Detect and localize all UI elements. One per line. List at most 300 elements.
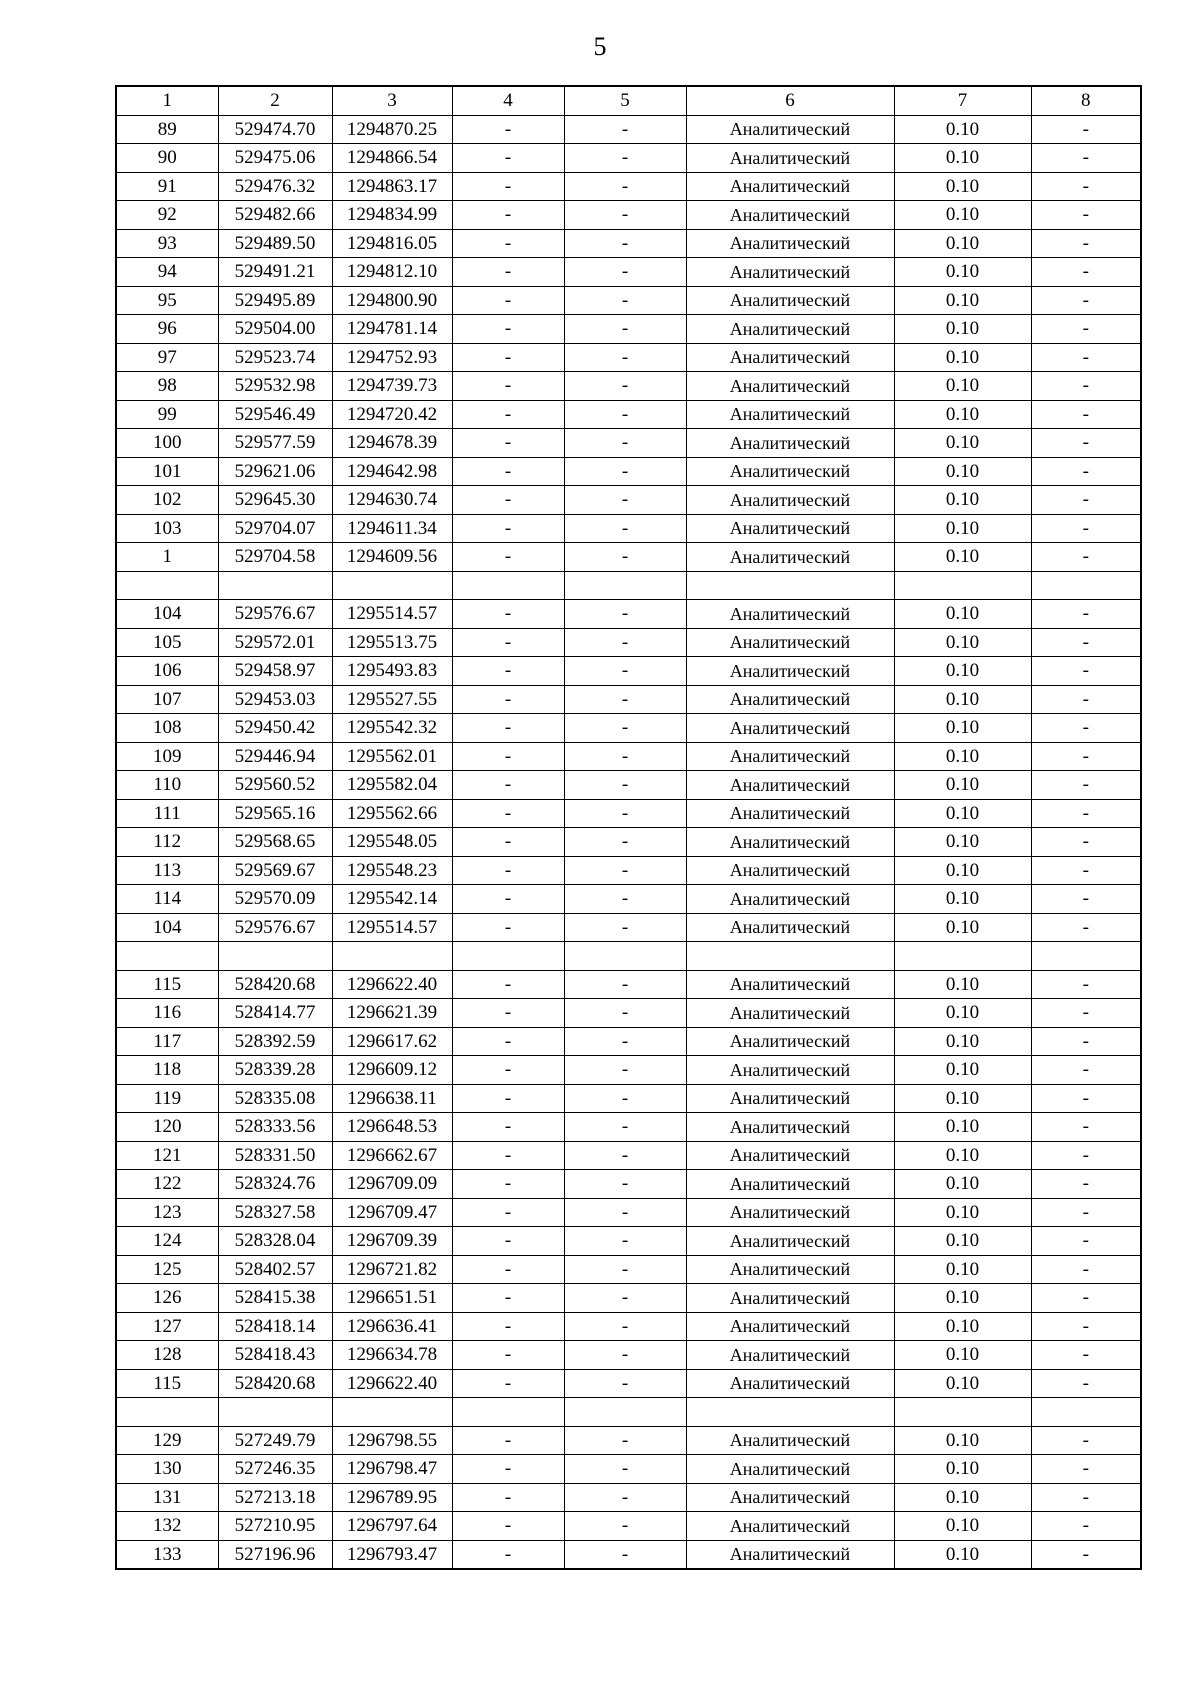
table-row bbox=[116, 1113, 1141, 1142]
column-4-cell: - bbox=[452, 1056, 564, 1085]
column-4-cell: - bbox=[452, 1455, 564, 1484]
accuracy-cell: 0.10 bbox=[894, 685, 1031, 714]
column-5-cell: - bbox=[564, 657, 686, 686]
accuracy-cell: 0.10 bbox=[894, 1084, 1031, 1113]
x-coordinate-cell: 529523.74 bbox=[218, 343, 332, 372]
column-8-cell: - bbox=[1031, 286, 1141, 315]
column-8-cell: - bbox=[1031, 1455, 1141, 1484]
method-cell: Аналитический bbox=[686, 315, 894, 344]
x-coordinate-cell: 527249.79 bbox=[218, 1426, 332, 1455]
column-5-cell: - bbox=[564, 115, 686, 144]
y-coordinate-cell: 1295513.75 bbox=[332, 628, 452, 657]
y-coordinate-cell: 1295542.32 bbox=[332, 714, 452, 743]
column-8-cell: - bbox=[1031, 1369, 1141, 1398]
column-5-cell: - bbox=[564, 1227, 686, 1256]
y-coordinate-cell: 1296638.11 bbox=[332, 1084, 452, 1113]
accuracy-cell: 0.10 bbox=[894, 1056, 1031, 1085]
table-header-row bbox=[116, 86, 1141, 115]
y-coordinate-cell: 1294863.17 bbox=[332, 172, 452, 201]
table-row bbox=[116, 628, 1141, 657]
point-number-cell: 101 bbox=[116, 457, 218, 486]
column-5-cell: - bbox=[564, 885, 686, 914]
column-header: 5 bbox=[564, 86, 686, 115]
x-coordinate-cell: 529568.65 bbox=[218, 828, 332, 857]
y-coordinate-cell bbox=[332, 571, 452, 600]
y-coordinate-cell: 1295527.55 bbox=[332, 685, 452, 714]
column-5-cell: - bbox=[564, 1341, 686, 1370]
column-8-cell: - bbox=[1031, 1141, 1141, 1170]
point-number-cell bbox=[116, 571, 218, 600]
column-4-cell: - bbox=[452, 657, 564, 686]
point-number-cell: 114 bbox=[116, 885, 218, 914]
x-coordinate-cell: 528327.58 bbox=[218, 1198, 332, 1227]
column-4-cell: - bbox=[452, 799, 564, 828]
accuracy-cell: 0.10 bbox=[894, 144, 1031, 173]
method-cell: Аналитический bbox=[686, 144, 894, 173]
column-8-cell bbox=[1031, 1398, 1141, 1427]
point-number-cell: 100 bbox=[116, 429, 218, 458]
column-8-cell: - bbox=[1031, 657, 1141, 686]
x-coordinate-cell: 528328.04 bbox=[218, 1227, 332, 1256]
column-5-cell: - bbox=[564, 201, 686, 230]
accuracy-cell: 0.10 bbox=[894, 885, 1031, 914]
method-cell: Аналитический bbox=[686, 1540, 894, 1569]
point-number-cell: 109 bbox=[116, 742, 218, 771]
method-cell: Аналитический bbox=[686, 600, 894, 629]
x-coordinate-cell: 529450.42 bbox=[218, 714, 332, 743]
method-cell: Аналитический bbox=[686, 400, 894, 429]
accuracy-cell: 0.10 bbox=[894, 1455, 1031, 1484]
column-5-cell bbox=[564, 942, 686, 971]
column-4-cell: - bbox=[452, 457, 564, 486]
point-number-cell: 112 bbox=[116, 828, 218, 857]
x-coordinate-cell: 528418.43 bbox=[218, 1341, 332, 1370]
accuracy-cell: 0.10 bbox=[894, 372, 1031, 401]
coordinates-table bbox=[115, 85, 1142, 1570]
column-4-cell: - bbox=[452, 1512, 564, 1541]
column-5-cell: - bbox=[564, 1170, 686, 1199]
method-cell: Аналитический bbox=[686, 742, 894, 771]
x-coordinate-cell: 529572.01 bbox=[218, 628, 332, 657]
accuracy-cell: 0.10 bbox=[894, 1426, 1031, 1455]
table-row bbox=[116, 714, 1141, 743]
column-5-cell: - bbox=[564, 1255, 686, 1284]
x-coordinate-cell: 529474.70 bbox=[218, 115, 332, 144]
x-coordinate-cell: 528392.59 bbox=[218, 1027, 332, 1056]
table-row bbox=[116, 172, 1141, 201]
table-row bbox=[116, 828, 1141, 857]
table-row bbox=[116, 144, 1141, 173]
accuracy-cell: 0.10 bbox=[894, 286, 1031, 315]
column-8-cell: - bbox=[1031, 372, 1141, 401]
y-coordinate-cell: 1295582.04 bbox=[332, 771, 452, 800]
x-coordinate-cell bbox=[218, 1398, 332, 1427]
table-row bbox=[116, 543, 1141, 572]
column-5-cell: - bbox=[564, 828, 686, 857]
accuracy-cell: 0.10 bbox=[894, 1540, 1031, 1569]
x-coordinate-cell: 528420.68 bbox=[218, 1369, 332, 1398]
column-8-cell bbox=[1031, 942, 1141, 971]
point-number-cell bbox=[116, 942, 218, 971]
y-coordinate-cell: 1296797.64 bbox=[332, 1512, 452, 1541]
method-cell: Аналитический bbox=[686, 486, 894, 515]
table-row bbox=[116, 1512, 1141, 1541]
method-cell: Аналитический bbox=[686, 1170, 894, 1199]
point-number-cell: 115 bbox=[116, 1369, 218, 1398]
accuracy-cell: 0.10 bbox=[894, 1512, 1031, 1541]
x-coordinate-cell: 528420.68 bbox=[218, 970, 332, 999]
y-coordinate-cell: 1294800.90 bbox=[332, 286, 452, 315]
page-number: 5 bbox=[593, 32, 607, 61]
method-cell: Аналитический bbox=[686, 970, 894, 999]
column-4-cell bbox=[452, 942, 564, 971]
accuracy-cell: 0.10 bbox=[894, 258, 1031, 287]
column-8-cell: - bbox=[1031, 457, 1141, 486]
method-cell: Аналитический bbox=[686, 1369, 894, 1398]
y-coordinate-cell: 1296651.51 bbox=[332, 1284, 452, 1313]
table-row bbox=[116, 685, 1141, 714]
point-number-cell: 91 bbox=[116, 172, 218, 201]
column-8-cell bbox=[1031, 571, 1141, 600]
column-4-cell: - bbox=[452, 1284, 564, 1313]
column-4-cell bbox=[452, 571, 564, 600]
accuracy-cell: 0.10 bbox=[894, 1312, 1031, 1341]
table-row bbox=[116, 1084, 1141, 1113]
table-row bbox=[116, 1284, 1141, 1313]
column-4-cell: - bbox=[452, 343, 564, 372]
table-row bbox=[116, 1312, 1141, 1341]
x-coordinate-cell: 528333.56 bbox=[218, 1113, 332, 1142]
point-number-cell: 89 bbox=[116, 115, 218, 144]
column-5-cell: - bbox=[564, 1113, 686, 1142]
x-coordinate-cell: 528418.14 bbox=[218, 1312, 332, 1341]
point-number-cell: 122 bbox=[116, 1170, 218, 1199]
point-number-cell: 95 bbox=[116, 286, 218, 315]
y-coordinate-cell: 1294642.98 bbox=[332, 457, 452, 486]
x-coordinate-cell: 529546.49 bbox=[218, 400, 332, 429]
x-coordinate-cell: 528414.77 bbox=[218, 999, 332, 1028]
method-cell: Аналитический bbox=[686, 1198, 894, 1227]
point-number-cell: 107 bbox=[116, 685, 218, 714]
method-cell: Аналитический bbox=[686, 1312, 894, 1341]
column-5-cell: - bbox=[564, 543, 686, 572]
x-coordinate-cell: 528335.08 bbox=[218, 1084, 332, 1113]
y-coordinate-cell: 1296798.55 bbox=[332, 1426, 452, 1455]
y-coordinate-cell bbox=[332, 1398, 452, 1427]
accuracy-cell: 0.10 bbox=[894, 115, 1031, 144]
x-coordinate-cell: 529476.32 bbox=[218, 172, 332, 201]
y-coordinate-cell: 1296709.39 bbox=[332, 1227, 452, 1256]
table-row bbox=[116, 885, 1141, 914]
accuracy-cell bbox=[894, 571, 1031, 600]
column-8-cell: - bbox=[1031, 1341, 1141, 1370]
table-row bbox=[116, 486, 1141, 515]
column-5-cell: - bbox=[564, 600, 686, 629]
x-coordinate-cell: 529495.89 bbox=[218, 286, 332, 315]
column-8-cell: - bbox=[1031, 543, 1141, 572]
column-8-cell: - bbox=[1031, 771, 1141, 800]
accuracy-cell: 0.10 bbox=[894, 628, 1031, 657]
method-cell: Аналитический bbox=[686, 1084, 894, 1113]
method-cell: Аналитический bbox=[686, 1027, 894, 1056]
y-coordinate-cell: 1296648.53 bbox=[332, 1113, 452, 1142]
y-coordinate-cell: 1296634.78 bbox=[332, 1341, 452, 1370]
table-row bbox=[116, 1227, 1141, 1256]
column-8-cell: - bbox=[1031, 1426, 1141, 1455]
accuracy-cell: 0.10 bbox=[894, 913, 1031, 942]
column-4-cell: - bbox=[452, 742, 564, 771]
table-row bbox=[116, 258, 1141, 287]
y-coordinate-cell: 1294752.93 bbox=[332, 343, 452, 372]
column-4-cell: - bbox=[452, 970, 564, 999]
column-4-cell: - bbox=[452, 429, 564, 458]
column-header: 1 bbox=[116, 86, 218, 115]
column-4-cell: - bbox=[452, 543, 564, 572]
method-cell: Аналитический bbox=[686, 429, 894, 458]
column-5-cell: - bbox=[564, 856, 686, 885]
point-number-cell: 106 bbox=[116, 657, 218, 686]
table-row bbox=[116, 1170, 1141, 1199]
column-5-cell: - bbox=[564, 429, 686, 458]
x-coordinate-cell: 529565.16 bbox=[218, 799, 332, 828]
x-coordinate-cell: 528339.28 bbox=[218, 1056, 332, 1085]
column-5-cell: - bbox=[564, 315, 686, 344]
table-row bbox=[116, 1056, 1141, 1085]
y-coordinate-cell: 1294812.10 bbox=[332, 258, 452, 287]
x-coordinate-cell: 529482.66 bbox=[218, 201, 332, 230]
accuracy-cell: 0.10 bbox=[894, 1170, 1031, 1199]
column-4-cell: - bbox=[452, 913, 564, 942]
column-8-cell: - bbox=[1031, 486, 1141, 515]
x-coordinate-cell: 529475.06 bbox=[218, 144, 332, 173]
column-5-cell: - bbox=[564, 343, 686, 372]
column-5-cell: - bbox=[564, 1027, 686, 1056]
method-cell: Аналитический bbox=[686, 999, 894, 1028]
column-4-cell: - bbox=[452, 229, 564, 258]
column-4-cell: - bbox=[452, 286, 564, 315]
y-coordinate-cell: 1296662.67 bbox=[332, 1141, 452, 1170]
x-coordinate-cell: 529489.50 bbox=[218, 229, 332, 258]
point-number-cell: 94 bbox=[116, 258, 218, 287]
method-cell: Аналитический bbox=[686, 771, 894, 800]
accuracy-cell: 0.10 bbox=[894, 856, 1031, 885]
column-5-cell: - bbox=[564, 628, 686, 657]
column-8-cell: - bbox=[1031, 1255, 1141, 1284]
column-8-cell: - bbox=[1031, 201, 1141, 230]
x-coordinate-cell: 528402.57 bbox=[218, 1255, 332, 1284]
point-number-cell: 92 bbox=[116, 201, 218, 230]
column-8-cell: - bbox=[1031, 1198, 1141, 1227]
method-cell: Аналитический bbox=[686, 115, 894, 144]
column-8-cell: - bbox=[1031, 600, 1141, 629]
column-5-cell: - bbox=[564, 400, 686, 429]
y-coordinate-cell: 1296793.47 bbox=[332, 1540, 452, 1569]
point-number-cell: 113 bbox=[116, 856, 218, 885]
method-cell: Аналитический bbox=[686, 828, 894, 857]
column-4-cell: - bbox=[452, 999, 564, 1028]
accuracy-cell: 0.10 bbox=[894, 343, 1031, 372]
column-4-cell: - bbox=[452, 1227, 564, 1256]
column-4-cell: - bbox=[452, 144, 564, 173]
column-5-cell: - bbox=[564, 999, 686, 1028]
y-coordinate-cell: 1294739.73 bbox=[332, 372, 452, 401]
column-header: 8 bbox=[1031, 86, 1141, 115]
method-cell: Аналитический bbox=[686, 685, 894, 714]
column-8-cell: - bbox=[1031, 1227, 1141, 1256]
table-row bbox=[116, 315, 1141, 344]
accuracy-cell: 0.10 bbox=[894, 1369, 1031, 1398]
y-coordinate-cell: 1295514.57 bbox=[332, 600, 452, 629]
column-8-cell: - bbox=[1031, 742, 1141, 771]
method-cell: Аналитический bbox=[686, 1426, 894, 1455]
accuracy-cell: 0.10 bbox=[894, 657, 1031, 686]
accuracy-cell: 0.10 bbox=[894, 1227, 1031, 1256]
accuracy-cell: 0.10 bbox=[894, 828, 1031, 857]
column-5-cell: - bbox=[564, 514, 686, 543]
column-8-cell: - bbox=[1031, 970, 1141, 999]
y-coordinate-cell: 1294609.56 bbox=[332, 543, 452, 572]
x-coordinate-cell: 527246.35 bbox=[218, 1455, 332, 1484]
point-number-cell: 120 bbox=[116, 1113, 218, 1142]
point-number-cell: 103 bbox=[116, 514, 218, 543]
column-8-cell: - bbox=[1031, 628, 1141, 657]
method-cell: Аналитический bbox=[686, 514, 894, 543]
column-4-cell: - bbox=[452, 1255, 564, 1284]
table-row bbox=[116, 1369, 1141, 1398]
column-header: 6 bbox=[686, 86, 894, 115]
point-number-cell: 132 bbox=[116, 1512, 218, 1541]
point-number-cell bbox=[116, 1398, 218, 1427]
point-number-cell: 110 bbox=[116, 771, 218, 800]
column-5-cell: - bbox=[564, 258, 686, 287]
table-row bbox=[116, 913, 1141, 942]
column-5-cell: - bbox=[564, 229, 686, 258]
accuracy-cell: 0.10 bbox=[894, 600, 1031, 629]
column-4-cell: - bbox=[452, 1540, 564, 1569]
column-5-cell: - bbox=[564, 799, 686, 828]
method-cell: Аналитический bbox=[686, 457, 894, 486]
column-4-cell: - bbox=[452, 1084, 564, 1113]
column-8-cell: - bbox=[1031, 1512, 1141, 1541]
y-coordinate-cell: 1296622.40 bbox=[332, 1369, 452, 1398]
y-coordinate-cell: 1296622.40 bbox=[332, 970, 452, 999]
x-coordinate-cell: 529645.30 bbox=[218, 486, 332, 515]
x-coordinate-cell: 528331.50 bbox=[218, 1141, 332, 1170]
column-5-cell: - bbox=[564, 1141, 686, 1170]
column-4-cell: - bbox=[452, 685, 564, 714]
y-coordinate-cell: 1294834.99 bbox=[332, 201, 452, 230]
column-4-cell: - bbox=[452, 172, 564, 201]
column-5-cell: - bbox=[564, 913, 686, 942]
column-header: 7 bbox=[894, 86, 1031, 115]
column-8-cell: - bbox=[1031, 1084, 1141, 1113]
y-coordinate-cell: 1295493.83 bbox=[332, 657, 452, 686]
method-cell bbox=[686, 571, 894, 600]
table-row bbox=[116, 1483, 1141, 1512]
point-number-cell: 90 bbox=[116, 144, 218, 173]
column-header: 2 bbox=[218, 86, 332, 115]
point-number-cell: 1 bbox=[116, 543, 218, 572]
column-8-cell: - bbox=[1031, 315, 1141, 344]
x-coordinate-cell: 529532.98 bbox=[218, 372, 332, 401]
y-coordinate-cell: 1295542.14 bbox=[332, 885, 452, 914]
column-4-cell: - bbox=[452, 714, 564, 743]
method-cell: Аналитический bbox=[686, 258, 894, 287]
column-8-cell: - bbox=[1031, 400, 1141, 429]
method-cell: Аналитический bbox=[686, 1255, 894, 1284]
point-number-cell: 116 bbox=[116, 999, 218, 1028]
column-4-cell: - bbox=[452, 258, 564, 287]
column-4-cell: - bbox=[452, 1170, 564, 1199]
point-number-cell: 124 bbox=[116, 1227, 218, 1256]
point-number-cell: 111 bbox=[116, 799, 218, 828]
y-coordinate-cell: 1296709.47 bbox=[332, 1198, 452, 1227]
method-cell: Аналитический bbox=[686, 1483, 894, 1512]
accuracy-cell bbox=[894, 942, 1031, 971]
column-4-cell: - bbox=[452, 1369, 564, 1398]
column-8-cell: - bbox=[1031, 685, 1141, 714]
point-number-cell: 96 bbox=[116, 315, 218, 344]
column-4-cell: - bbox=[452, 1141, 564, 1170]
column-8-cell: - bbox=[1031, 828, 1141, 857]
x-coordinate-cell: 529577.59 bbox=[218, 429, 332, 458]
x-coordinate-cell: 527213.18 bbox=[218, 1483, 332, 1512]
y-coordinate-cell: 1296789.95 bbox=[332, 1483, 452, 1512]
accuracy-cell: 0.10 bbox=[894, 400, 1031, 429]
point-number-cell: 104 bbox=[116, 913, 218, 942]
accuracy-cell: 0.10 bbox=[894, 1483, 1031, 1512]
column-4-cell: - bbox=[452, 115, 564, 144]
method-cell bbox=[686, 1398, 894, 1427]
column-5-cell: - bbox=[564, 1455, 686, 1484]
accuracy-cell: 0.10 bbox=[894, 172, 1031, 201]
y-coordinate-cell: 1296798.47 bbox=[332, 1455, 452, 1484]
column-4-cell: - bbox=[452, 1483, 564, 1512]
table-row bbox=[116, 372, 1141, 401]
table-row bbox=[116, 229, 1141, 258]
y-coordinate-cell: 1296636.41 bbox=[332, 1312, 452, 1341]
column-4-cell: - bbox=[452, 1312, 564, 1341]
x-coordinate-cell bbox=[218, 571, 332, 600]
column-5-cell: - bbox=[564, 457, 686, 486]
table-row bbox=[116, 343, 1141, 372]
x-coordinate-cell: 529504.00 bbox=[218, 315, 332, 344]
method-cell: Аналитический bbox=[686, 1113, 894, 1142]
point-number-cell: 104 bbox=[116, 600, 218, 629]
y-coordinate-cell: 1294630.74 bbox=[332, 486, 452, 515]
method-cell: Аналитический bbox=[686, 1284, 894, 1313]
x-coordinate-cell: 529576.67 bbox=[218, 913, 332, 942]
method-cell: Аналитический bbox=[686, 286, 894, 315]
point-number-cell: 99 bbox=[116, 400, 218, 429]
column-8-cell: - bbox=[1031, 1540, 1141, 1569]
column-4-cell: - bbox=[452, 885, 564, 914]
column-8-cell: - bbox=[1031, 999, 1141, 1028]
method-cell: Аналитический bbox=[686, 343, 894, 372]
column-4-cell: - bbox=[452, 600, 564, 629]
y-coordinate-cell: 1295514.57 bbox=[332, 913, 452, 942]
table-row bbox=[116, 657, 1141, 686]
column-5-cell: - bbox=[564, 685, 686, 714]
method-cell: Аналитический bbox=[686, 372, 894, 401]
point-number-cell: 118 bbox=[116, 1056, 218, 1085]
point-number-cell: 130 bbox=[116, 1455, 218, 1484]
column-5-cell: - bbox=[564, 1369, 686, 1398]
column-8-cell: - bbox=[1031, 1284, 1141, 1313]
column-4-cell: - bbox=[452, 856, 564, 885]
point-number-cell: 133 bbox=[116, 1540, 218, 1569]
y-coordinate-cell: 1295562.01 bbox=[332, 742, 452, 771]
